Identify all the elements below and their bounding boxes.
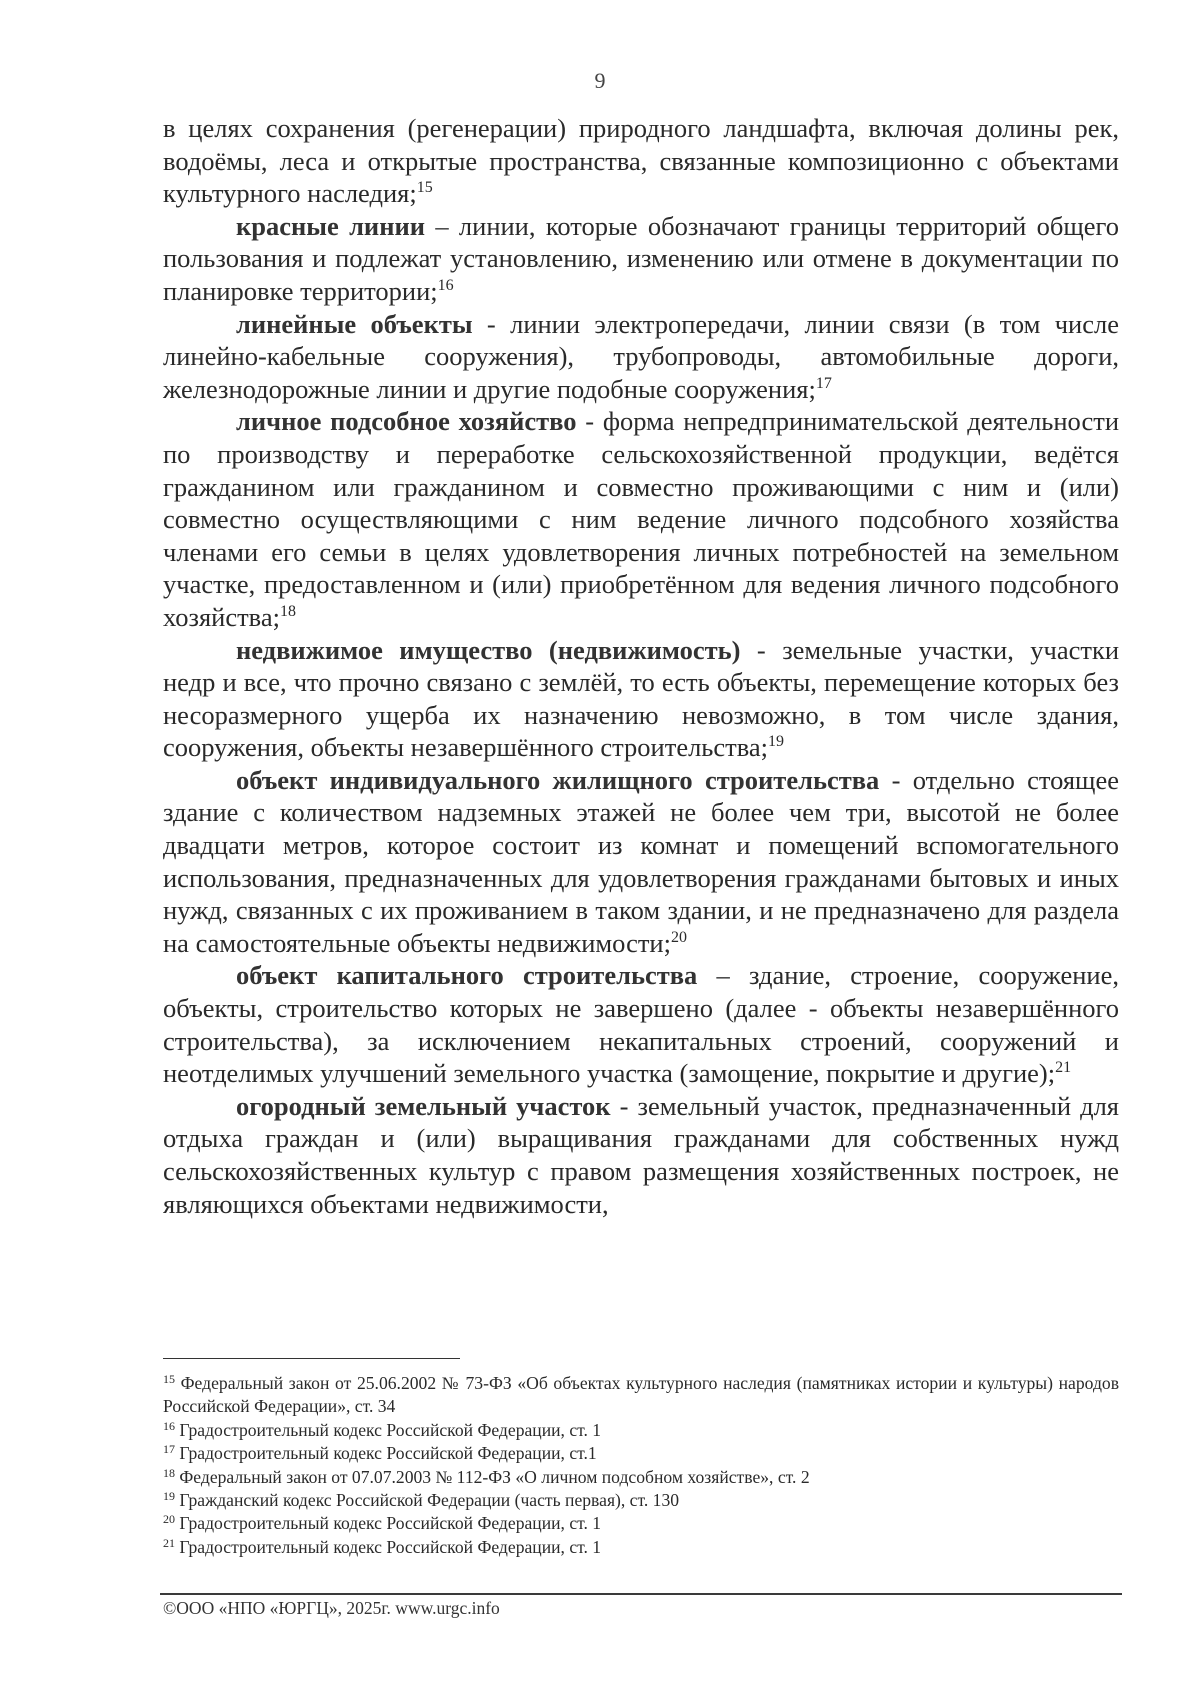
- document-body: [163, 112, 1119, 1220]
- definition-personal-farm: [163, 405, 1119, 633]
- definition-term: объект индивидуального жилищного строительства: [236, 764, 880, 795]
- footnote-text: Градостроительный кодекс Российской Федерации, ст.1: [175, 1443, 597, 1464]
- footnote-number: 21: [163, 1535, 175, 1550]
- footnote-ref: 19: [768, 733, 785, 751]
- definition-term: линейные объекты: [236, 308, 473, 339]
- definition-term: недвижимое имущество (недвижимость): [236, 634, 741, 665]
- footnote-text: Градостроительный кодекс Российской Федерации, ст. 1: [175, 1419, 602, 1440]
- footnote-ref: 21: [1055, 1059, 1072, 1077]
- footnote-number: 15: [163, 1372, 175, 1386]
- footnote-number: 19: [163, 1489, 175, 1504]
- footnote-separator: [163, 1358, 460, 1359]
- footnote-text: Федеральный закон от 25.06.2002 № 73-ФЗ «Об объектах культурного наследия (памятниках истории и культуры) народов Российской Федерации», ст. 34: [163, 1373, 1119, 1417]
- footnote-number: 18: [163, 1465, 175, 1480]
- page-number: 9: [594, 68, 606, 93]
- footnote-item: [163, 1372, 1119, 1419]
- footnote-item: [163, 1512, 1119, 1535]
- footnotes: [163, 1372, 1119, 1559]
- intro-paragraph: [163, 112, 1119, 210]
- footnote-ref: 17: [815, 374, 832, 392]
- paragraph-text: в целях сохранения (регенерации) природного ландшафта, включая долины рек, водоёмы, леса и открытые пространства, связанные композиционно с объектами культурного наследия;: [163, 113, 1119, 209]
- definition-text: – линии, которые обозначают границы территорий общего пользования и подлежат установлению, изменению или отмене в документации по планировке территории;: [163, 210, 1119, 306]
- footer-copyright: ©ООО «НПО «ЮРГЦ», 2025г. www.urgc.info: [163, 1598, 500, 1618]
- footnote-text: Градостроительный кодекс Российской Федерации, ст. 1: [175, 1513, 602, 1534]
- definition-text: – здание, строение, сооружение, объекты, строительство которых не завершено (далее - объекты незавершённого строительства), за исключением некапитальных строений, сооружений и неотделимых улучшений земельного участка (замощение, покрытие и другие);: [163, 960, 1119, 1089]
- definition-text: - земельные участки, участки недр и все, что прочно связано с землёй, то есть объекты, перемещение которых без несоразмерного ущерба их назначению невозможно, в том числе здания, сооружения, объекты незавершённого строительства;: [163, 634, 1120, 763]
- footnote-ref: 16: [437, 276, 454, 294]
- definition-text: - отдельно стоящее здание с количеством надземных этажей не более чем три, высотой не более двадцати метров, которое состоит из комнат и помещений вспомогательного использования, предназначенных для удовлетворения гражданами бытовых и иных нужд, связанных с их проживанием в таком здании, и не предназначено для раздела на самостоятельные объекты недвижимости;: [163, 764, 1119, 958]
- footnote-item: [163, 1442, 1119, 1465]
- definition-text: - форма непредпринимательской деятельности по производству и переработке сельскохозяйственной продукции, ведётся гражданином или гражданином и совместно проживающими с ним и (или) совместно осуществляющими с ним ведение личного подсобного хозяйства членами его семьи в целях удовлетворения личных потребностей на земельном участке, предоставленном и (или) приобретённом для ведения личного подсобного хозяйства;: [163, 406, 1119, 632]
- footer-separator: [160, 1593, 1122, 1595]
- definition-real-estate: [163, 634, 1119, 764]
- definition-text: - земельный участок, предназначенный для отдыха граждан и (или) выращивания гражданами для собственных нужд сельскохозяйственных культур с правом размещения хозяйственных построек, не являющихся объектами недвижимости,: [163, 1090, 1119, 1219]
- footnote-number: 20: [163, 1512, 175, 1527]
- footnote-item: [163, 1466, 1119, 1489]
- definition-term: объект капитального строительства: [236, 960, 698, 991]
- footnote-item: [163, 1536, 1119, 1559]
- definition-term: красные линии: [236, 210, 426, 241]
- footnote-ref: 18: [279, 602, 296, 620]
- footnote-text: Гражданский кодекс Российской Федерации (часть первая), ст. 130: [175, 1490, 680, 1511]
- definition-text: - линии электропередачи, линии связи (в том числе линейно-кабельные сооружения), трубопроводы, автомобильные дороги, железнодорожные линии и другие подобные сооружения;: [163, 308, 1119, 404]
- definition-capital-construction: [163, 959, 1119, 1089]
- definition-term: личное подсобное хозяйство: [236, 406, 577, 437]
- footnote-text: Федеральный закон от 07.07.2003 № 112-ФЗ «О личном подсобном хозяйстве», ст. 2: [175, 1466, 810, 1487]
- definition-red-lines: [163, 210, 1119, 308]
- definition-individual-housing: [163, 764, 1119, 960]
- definition-term: огородный земельный участок: [236, 1090, 611, 1121]
- footnote-item: [163, 1419, 1119, 1442]
- footnote-number: 17: [163, 1442, 175, 1457]
- footnote-ref: 20: [670, 928, 687, 946]
- footnote-text: Градостроительный кодекс Российской Федерации, ст. 1: [175, 1536, 602, 1557]
- definition-linear-objects: [163, 308, 1119, 406]
- footnote-item: [163, 1489, 1119, 1512]
- footnote-number: 16: [163, 1418, 175, 1433]
- definition-garden-plot: [163, 1090, 1119, 1220]
- footnote-ref: 15: [416, 179, 433, 197]
